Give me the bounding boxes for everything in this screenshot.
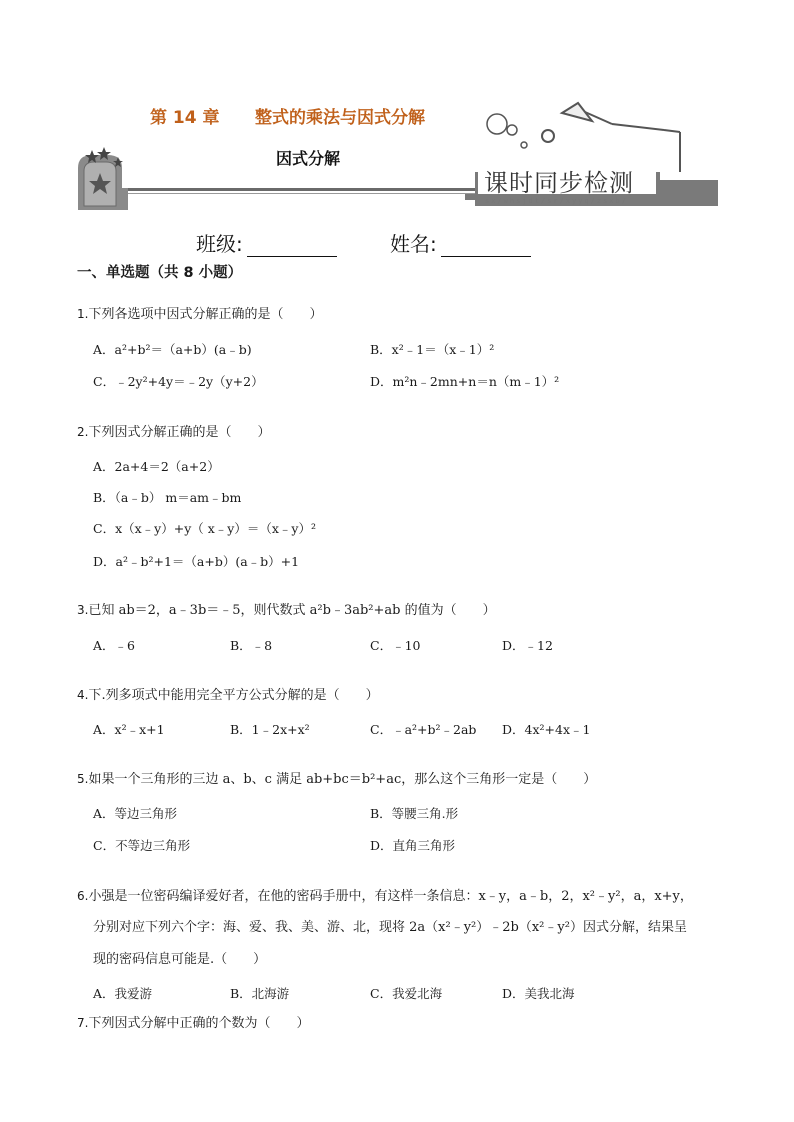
option-b[interactable]: B．x²﹣1＝（x﹣1）² xyxy=(370,342,495,357)
question-stem: 下列各选项中因式分解正确的是（ ） xyxy=(88,307,323,322)
question-4: 4.下.列多项式中能用完全平方公式分解的是（ ） xyxy=(77,688,379,703)
option-b[interactable]: B．等腰三角.形 xyxy=(370,806,459,821)
option-c[interactable]: C．x（x﹣y）+y（ x﹣y）＝（x﹣y）² xyxy=(93,521,316,536)
option-c[interactable]: C．我爱北海 xyxy=(370,986,443,1001)
name-blank[interactable] xyxy=(441,238,531,257)
option-a[interactable]: A．我爱游 xyxy=(93,986,153,1001)
class-field[interactable] xyxy=(196,228,337,257)
class-blank[interactable] xyxy=(247,238,337,257)
question-stem: 下列因式分解中正确的个数为（ ） xyxy=(88,1016,310,1031)
question-stem: 下列因式分解正确的是（ ） xyxy=(88,425,271,440)
question-3: 3.已知 ab＝2，a﹣3b＝﹣5，则代数式 a²b﹣3ab²+ab 的值为（ ） xyxy=(77,603,496,618)
option-c[interactable]: C．﹣2y²+4y＝﹣2y（y+2） xyxy=(93,374,264,389)
name-field[interactable] xyxy=(390,228,531,257)
option-b[interactable]: B．（a﹣b） m＝am﹣bm xyxy=(93,490,242,505)
chapter-title: 第 14 章 整式的乘法与因式分解 xyxy=(150,108,426,128)
banner-caption: sx/whsjdt/sr/xyyq/zsxb/ xyxy=(485,197,628,205)
star-badge-icon xyxy=(78,147,128,210)
banner-title: 课时同步检测 xyxy=(484,169,634,197)
question-stem-line-1: 小强是一位密码编译爱好者，在他的密码手册中，有这样一条信息：x﹣y，a﹣b，2，x²﹣y²，a，x+y， xyxy=(88,889,693,904)
option-b[interactable]: B．1﹣2x+x² xyxy=(230,722,310,737)
option-a[interactable]: A．2a+4＝2（a+2） xyxy=(93,459,220,474)
option-d[interactable]: D．美我北海 xyxy=(502,986,575,1001)
option-b[interactable]: B．北海游 xyxy=(230,986,290,1001)
option-d[interactable]: D．a²﹣b²+1＝（a+b）(a﹣b）+1 xyxy=(93,554,300,569)
option-d[interactable]: D．﹣12 xyxy=(502,638,553,653)
question-stem-line-3: 现的密码信息可能是.（ ） xyxy=(93,952,267,967)
class-label: 班级: xyxy=(196,232,243,256)
option-a[interactable]: A．﹣6 xyxy=(93,638,135,653)
bubbles-icon xyxy=(487,114,527,148)
option-a[interactable]: A．等边三角形 xyxy=(93,806,178,821)
question-2: 2.下列因式分解正确的是（ ） xyxy=(77,425,271,440)
option-a[interactable]: A．a²+b²＝（a+b）(a﹣b) xyxy=(93,342,252,357)
option-d[interactable]: D．4x²+4x﹣1 xyxy=(502,722,591,737)
name-label: 姓名: xyxy=(390,232,437,256)
question-stem-line-2: 分别对应下列六个字：海、爱、我、美、游、北，现将 2a（x²﹣y²）﹣2b（x²﹣y²）因式分解，结果呈 xyxy=(93,920,687,935)
question-stem: 已知 ab＝2，a﹣3b＝﹣5，则代数式 a²b﹣3ab²+ab 的值为（ ） xyxy=(88,603,496,618)
question-6: 6.小强是一位密码编译爱好者，在他的密码手册中，有这样一条信息：x﹣y，a﹣b，2，x²﹣y²，a，x+y， xyxy=(77,889,693,904)
section-title: 一、单选题（共 8 小题） xyxy=(77,265,243,281)
question-stem: 如果一个三角形的三边 a、b、c 满足 ab+bc＝b²+ac，那么这个三角形一定是（ ） xyxy=(88,772,597,787)
option-c[interactable]: C．﹣10 xyxy=(370,638,421,653)
option-b[interactable]: B．﹣8 xyxy=(230,638,273,653)
option-d[interactable]: D．m²n﹣2mn+n＝n（m﹣1）² xyxy=(370,374,560,389)
lesson-subtitle: 因式分解 xyxy=(276,149,341,168)
option-a[interactable]: A．x²﹣x+1 xyxy=(93,722,165,737)
question-7: 7.下列因式分解中正确的个数为（ ） xyxy=(77,1016,310,1031)
question-1: 1.下列各选项中因式分解正确的是（ ） xyxy=(77,307,323,322)
option-c[interactable]: C．不等边三角形 xyxy=(93,838,191,853)
question-stem: 下.列多项式中能用完全平方公式分解的是（ ） xyxy=(88,688,379,703)
option-c[interactable]: C．﹣a²+b²﹣2ab xyxy=(370,722,477,737)
question-5: 5.如果一个三角形的三边 a、b、c 满足 ab+bc＝b²+ac，那么这个三角形一定是（ ） xyxy=(77,772,597,787)
option-d[interactable]: D．直角三角形 xyxy=(370,838,456,853)
